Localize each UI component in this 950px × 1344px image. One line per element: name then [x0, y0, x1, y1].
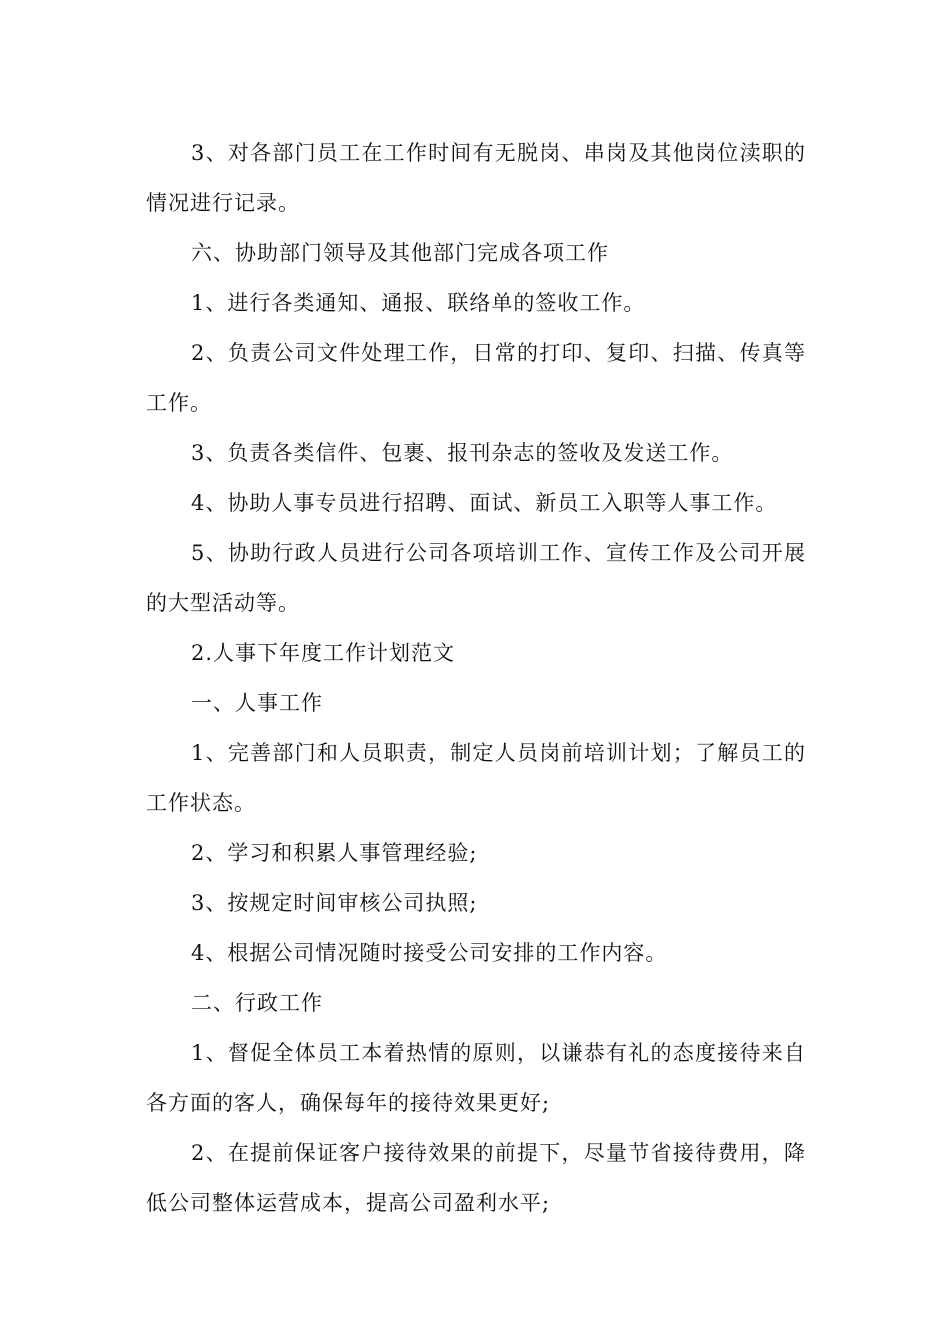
paragraph: 4、协助人事专员进行招聘、面试、新员工入职等人事工作。	[191, 491, 778, 515]
paragraph: 1、完善部门和人员职责，制定人员岗前培训计划；了解员工的工作状态。	[146, 741, 806, 815]
paragraph: 4、根据公司情况随时接受公司安排的工作内容。	[191, 941, 668, 965]
paragraph: 2、负责公司文件处理工作，日常的打印、复印、扫描、传真等工作。	[146, 341, 806, 415]
paragraph: 1、督促全体员工本着热情的原则，以谦恭有礼的态度接待来自各方面的客人，确保每年的接待效果更好;	[146, 1041, 806, 1115]
paragraph: 3、对各部门员工在工作时间有无脱岗、串岗及其他岗位渎职的情况进行记录。	[146, 141, 806, 215]
paragraph: 2、在提前保证客户接待效果的前提下，尽量节省接待费用，降低公司整体运营成本，提高公司盈利水平;	[146, 1141, 806, 1215]
paragraph: 2、学习和积累人事管理经验;	[191, 841, 478, 865]
section-heading: 二、行政工作	[191, 991, 323, 1015]
paragraph: 1、进行各类通知、通报、联络单的签收工作。	[191, 291, 646, 315]
document-body	[146, 128, 806, 1228]
article-title: 2.人事下年度工作计划范文	[191, 641, 456, 665]
section-heading: 六、协助部门领导及其他部门完成各项工作	[191, 241, 609, 265]
paragraph: 3、按规定时间审核公司执照;	[191, 891, 478, 915]
paragraph: 5、协助行政人员进行公司各项培训工作、宣传工作及公司开展的大型活动等。	[146, 541, 806, 615]
paragraph: 3、负责各类信件、包裹、报刊杂志的签收及发送工作。	[191, 441, 734, 465]
section-heading: 一、人事工作	[191, 691, 323, 715]
